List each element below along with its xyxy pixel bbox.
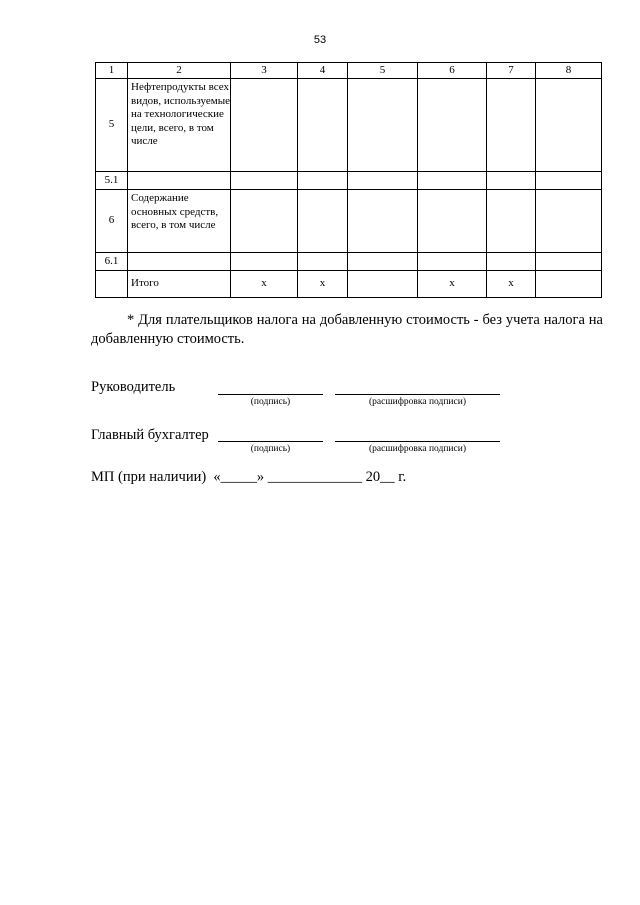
table-cell: [418, 253, 487, 271]
table-cell: [231, 172, 298, 190]
table-cell: [536, 79, 602, 172]
table-cell: [418, 190, 487, 253]
header-cell: 5: [348, 63, 418, 79]
table-cell: [536, 190, 602, 253]
table-cell: [348, 190, 418, 253]
row-name: [128, 172, 231, 190]
table-cell: [487, 79, 536, 172]
footnote-text: * Для плательщиков налога на добавленную стоимость - без учета налога на добавленную стоимость.: [91, 312, 603, 347]
data-table: [95, 62, 602, 298]
head-decode-caption: (расшифровка подписи): [369, 397, 466, 407]
table-cell: [348, 271, 418, 298]
header-cell: 7: [487, 63, 536, 79]
table-cell: [231, 253, 298, 271]
table-cell: х: [298, 271, 348, 298]
header-cell: 3: [231, 63, 298, 79]
accountant-signature-line: [218, 441, 323, 442]
accountant-sign-caption: (подпись): [250, 444, 291, 454]
header-cell: 8: [536, 63, 602, 79]
table-row: [96, 172, 602, 190]
table-header-row: [96, 63, 602, 79]
accountant-decode-line: [335, 441, 500, 442]
table-cell: [298, 253, 348, 271]
table-cell: [231, 79, 298, 172]
table-cell: [487, 190, 536, 253]
table-cell: [298, 79, 348, 172]
row-name: Содержание основных средств, всего, в том числе: [128, 190, 231, 253]
table-cell: [536, 253, 602, 271]
head-decode-line: [335, 394, 500, 395]
row-name: [128, 253, 231, 271]
table-cell: [348, 79, 418, 172]
table-cell: х: [231, 271, 298, 298]
table-cell: [487, 253, 536, 271]
row-number: 6.1: [96, 253, 128, 271]
header-cell: 6: [418, 63, 487, 79]
table-cell: [231, 190, 298, 253]
row-name: Итого: [128, 271, 231, 298]
table-cell: х: [418, 271, 487, 298]
head-label: Руководитель: [91, 379, 176, 395]
stamp-date-line: МП (при наличии) «_____» _____________ 20__ г.: [91, 469, 407, 485]
table-row: [96, 190, 602, 253]
header-cell: 4: [298, 63, 348, 79]
head-sign-caption: (подпись): [250, 397, 291, 407]
table-cell: [487, 172, 536, 190]
footnote: [91, 311, 603, 349]
row-number: 5.1: [96, 172, 128, 190]
table-cell: [348, 172, 418, 190]
row-number: 6: [96, 190, 128, 253]
table-row: [96, 79, 602, 172]
table-cell: [298, 190, 348, 253]
table-cell: [348, 253, 418, 271]
table-cell: [298, 172, 348, 190]
row-number: [96, 271, 128, 298]
table-cell: х: [487, 271, 536, 298]
accountant-decode-caption: (расшифровка подписи): [369, 444, 466, 454]
table-row: [96, 253, 602, 271]
row-number: 5: [96, 79, 128, 172]
header-cell: 1: [96, 63, 128, 79]
table-cell: [418, 172, 487, 190]
table-cell: [418, 79, 487, 172]
table-cell: [536, 172, 602, 190]
table-total-row: [96, 271, 602, 298]
accountant-label: Главный бухгалтер: [91, 427, 209, 443]
row-name: Нефтепродукты всех видов, используемые на технологические цели, всего, в том числе: [128, 79, 231, 172]
head-signature-line: [218, 394, 323, 395]
table-cell: [536, 271, 602, 298]
page-number: 53: [313, 34, 327, 46]
header-cell: 2: [128, 63, 231, 79]
